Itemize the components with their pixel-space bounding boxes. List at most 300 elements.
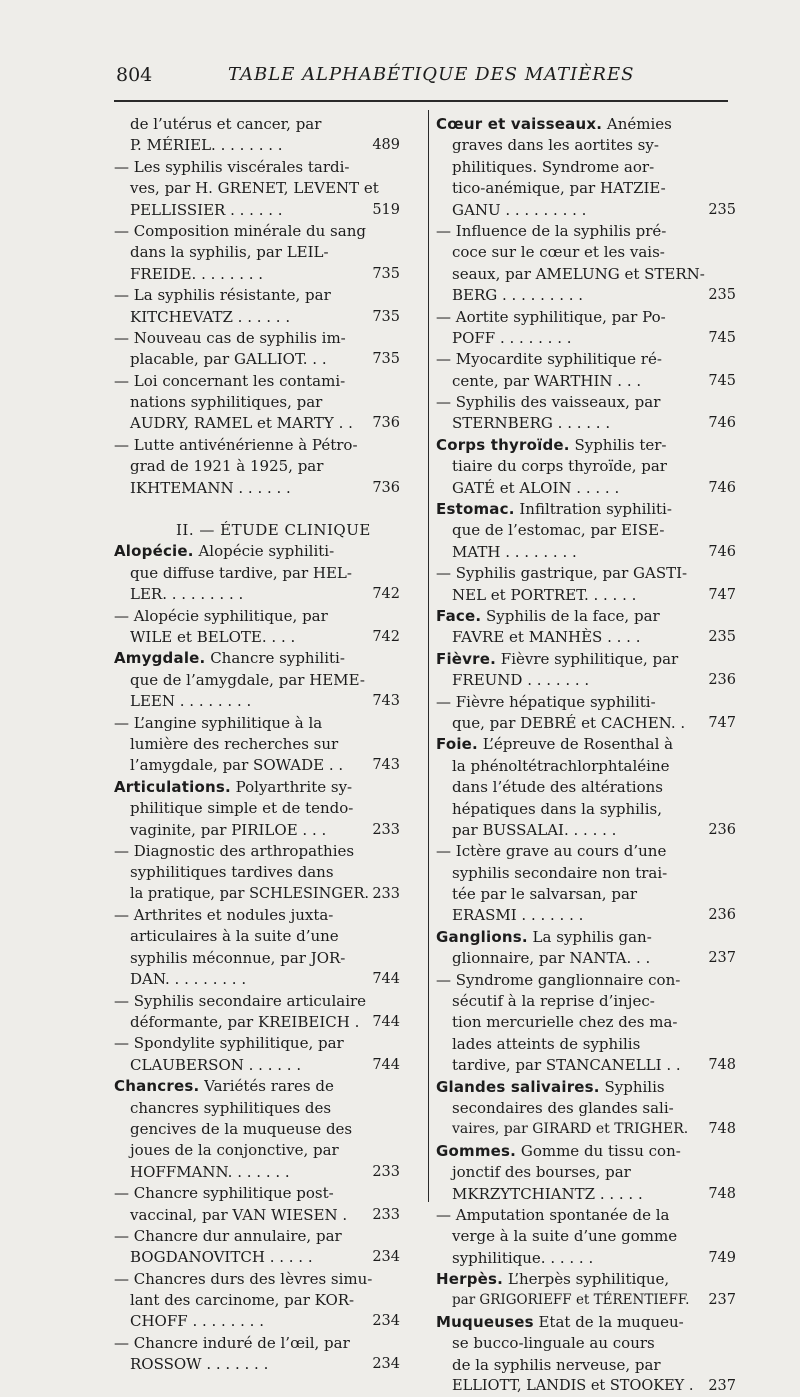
entry-body: que, par DEBRÉ et CACHEN. .	[452, 713, 686, 732]
entry-text	[114, 713, 322, 734]
entry-body: CLAUBERSON . . . . . .	[130, 1055, 302, 1074]
entry-text	[452, 1184, 643, 1205]
entry-text	[452, 157, 654, 178]
page-reference: 743	[372, 757, 400, 774]
entry-body: L’herpès syphilitique,	[503, 1270, 670, 1289]
index-entry-line	[436, 413, 736, 434]
page-reference: 744	[372, 971, 400, 988]
entry-text	[436, 1077, 665, 1098]
entry-text	[130, 884, 369, 905]
index-entry-line	[436, 1012, 736, 1033]
index-entry-heading-line	[436, 1269, 736, 1290]
index-entry-line	[114, 563, 414, 584]
index-entry-line	[114, 798, 414, 819]
headword: Muqueuses	[436, 1312, 534, 1331]
index-column-left	[114, 114, 414, 1376]
index-entry-heading-line	[436, 435, 736, 456]
entry-body: La syphilis gan-	[527, 927, 652, 946]
entry-body: philitiques. Syndrome aor-	[452, 157, 655, 176]
index-entry-line	[114, 1226, 414, 1247]
entry-body: syphilitique. . . . . .	[452, 1248, 594, 1267]
index-entry-line	[114, 926, 414, 947]
entry-body: Fièvre syphilitique, par	[496, 649, 679, 668]
index-entry-heading-line	[436, 734, 736, 755]
entry-text	[452, 1248, 593, 1269]
index-entry-line	[114, 114, 414, 135]
entry-text	[452, 1055, 681, 1076]
headword: Foie.	[436, 735, 478, 754]
page-reference: 233	[372, 885, 400, 902]
headword: Herpès.	[436, 1270, 504, 1289]
entry-body: graves dans les aortites sy-	[452, 136, 659, 155]
entry-text	[130, 755, 343, 776]
page-reference: 235	[708, 287, 736, 304]
entry-text	[130, 1205, 347, 1226]
index-entry-line	[114, 328, 414, 349]
entry-text	[114, 1226, 342, 1247]
entry-body: tardive, par STANCANELLI . .	[452, 1056, 681, 1075]
entry-body: chancres syphilitiques des	[130, 1098, 332, 1117]
entry-body: Chancre syphiliti-	[205, 649, 345, 668]
index-entry-heading-line	[436, 649, 736, 670]
entry-text	[114, 606, 328, 627]
entry-text	[130, 691, 251, 712]
entry-body: tée par le salvarsan, par	[452, 885, 638, 904]
entry-body: IKHTEMANN . . . . . .	[130, 478, 291, 497]
page-reference: 736	[372, 415, 400, 432]
entry-text	[452, 627, 640, 648]
entry-body: — Syphilis des vaisseaux, par	[436, 393, 661, 412]
entry-text	[436, 1269, 669, 1290]
entry-body: Syphilis de la face, par	[481, 606, 660, 625]
page-reference: 742	[372, 628, 400, 645]
index-entry-line	[114, 1333, 414, 1354]
page-reference: 489	[372, 137, 400, 154]
entry-text	[436, 221, 666, 242]
page-header	[0, 64, 800, 92]
page-reference: 234	[372, 1249, 400, 1266]
entry-body: POFF . . . . . . . .	[452, 328, 572, 347]
page-reference: 236	[708, 907, 736, 924]
entry-text	[452, 585, 636, 606]
entry-body: — Chancre syphilitique post-	[114, 1184, 334, 1203]
entry-body: MKRZYTCHIANTZ . . . . .	[452, 1184, 643, 1203]
entry-body: — Les syphilis viscérales tardi-	[114, 157, 350, 176]
index-entry-line	[436, 627, 736, 648]
index-entry-line	[114, 1012, 414, 1033]
entry-body: Syphilis ter-	[569, 435, 667, 454]
index-entry-line	[436, 1162, 736, 1183]
page-reference: 236	[708, 672, 736, 689]
index-entry-line	[114, 135, 414, 156]
index-entry-heading-line	[114, 541, 414, 562]
entry-body: lumière des recherches sur	[130, 734, 339, 753]
entry-body: placable, par GALLIOT. . .	[130, 350, 327, 369]
entry-text	[114, 841, 354, 862]
entry-text	[452, 1162, 631, 1183]
entry-text	[130, 1247, 313, 1268]
entry-text	[452, 820, 616, 841]
index-entry-line	[114, 435, 414, 456]
entry-text	[452, 756, 670, 777]
entry-text	[452, 135, 659, 156]
index-entry-heading-line	[436, 1077, 736, 1098]
index-entry-line	[436, 264, 736, 285]
entry-body: Infiltration syphiliti-	[514, 500, 672, 519]
entry-text	[452, 1355, 661, 1376]
entry-body: dans la syphilis, par LEIL-	[130, 243, 329, 262]
entry-text	[452, 1034, 640, 1055]
section-heading	[114, 520, 414, 541]
index-entry-heading-line	[436, 499, 736, 520]
entry-body: la phénoltétrachlorphtaléine	[452, 756, 670, 775]
entry-text	[130, 1162, 290, 1183]
entry-body: Polyarthrite sy-	[230, 777, 353, 796]
entry-text	[130, 135, 283, 156]
entry-text	[452, 178, 666, 199]
entry-body: vaccinal, par VAN WIESEN .	[130, 1205, 348, 1224]
index-entry-line	[436, 756, 736, 777]
entry-text	[130, 242, 329, 263]
index-entry-heading-line	[436, 927, 736, 948]
page-reference: 237	[708, 1378, 736, 1395]
entry-body: déformante, par KREIBEICH .	[130, 1013, 360, 1032]
page-reference: 746	[708, 479, 736, 496]
headword: Face.	[436, 606, 482, 625]
entry-body: LEEN . . . . . . . .	[130, 692, 252, 711]
index-entry-line	[436, 1355, 736, 1376]
entry-body: GANU . . . . . . . . .	[452, 200, 587, 219]
entry-body: ERASMI . . . . . . .	[452, 906, 584, 925]
entry-body: LER. . . . . . . . .	[130, 585, 244, 604]
index-entry-line	[436, 563, 736, 584]
entry-body: BOGDANOVITCH . . . . .	[130, 1248, 313, 1267]
entry-text	[130, 413, 353, 434]
entry-body: — Lutte antivénérienne à Pétro-	[114, 435, 358, 454]
index-entry-line	[436, 1226, 736, 1247]
entry-text	[436, 692, 656, 713]
page-reference: 237	[708, 950, 736, 967]
entry-body: — Ictère grave au cours d’une	[436, 842, 667, 861]
entry-body: articulaires à la suite d’une	[130, 927, 339, 946]
entry-body: — Loi concernant les contami-	[114, 371, 346, 390]
entry-body: — Amputation spontanée de la	[436, 1205, 670, 1224]
index-entry-heading-line	[436, 114, 736, 135]
headword: Estomac.	[436, 500, 515, 519]
entry-text	[452, 328, 572, 349]
entry-body: CHOFF . . . . . . . .	[130, 1312, 264, 1331]
index-entry-line	[436, 713, 736, 734]
entry-body: — Myocardite syphilitique ré-	[436, 350, 662, 369]
entry-body: tiaire du corps thyroïde, par	[452, 457, 667, 476]
entry-text	[130, 1119, 352, 1140]
entry-text	[452, 285, 583, 306]
entry-body: seaux, par AMELUNG et STERN-	[452, 264, 705, 283]
index-entry-line	[436, 970, 736, 991]
entry-body: FREIDE. . . . . . . .	[130, 264, 264, 283]
entry-body: — Chancre induré de l’œil, par	[114, 1333, 350, 1352]
entry-text	[452, 948, 650, 969]
entry-body: de la syphilis nerveuse, par	[452, 1355, 661, 1374]
headword: Glandes salivaires.	[436, 1077, 600, 1096]
headword: Chancres.	[114, 1077, 200, 1096]
entry-text	[130, 478, 291, 499]
entry-body: lades atteints de syphilis	[452, 1034, 641, 1053]
entry-text	[130, 798, 353, 819]
entry-body: gencives de la muqueuse des	[130, 1119, 353, 1138]
index-entry-line	[114, 392, 414, 413]
entry-text	[436, 1141, 681, 1162]
entry-body: — Syphilis secondaire articulaire	[114, 991, 367, 1010]
index-entry-line	[114, 285, 414, 306]
entry-text	[130, 456, 323, 477]
index-entry-line	[114, 1269, 414, 1290]
entry-body: HOFFMANN. . . . . . .	[130, 1162, 290, 1181]
entry-text	[130, 1311, 264, 1332]
entry-body: verge à la suite d’une gomme	[452, 1227, 678, 1246]
index-entry-line	[436, 520, 736, 541]
entry-body: P. MÉRIEL. . . . . . . .	[130, 136, 283, 155]
entry-text	[452, 1376, 693, 1397]
index-entry-line	[436, 478, 736, 499]
index-entry-line	[114, 820, 414, 841]
entry-text	[452, 884, 637, 905]
headword: Corps thyroïde.	[436, 435, 570, 454]
entry-text	[452, 542, 577, 563]
index-entry-line	[436, 905, 736, 926]
entry-body: — Chancres durs des lèvres simu-	[114, 1269, 373, 1288]
entry-body: tion mercurielle chez des ma-	[452, 1013, 678, 1032]
entry-text	[452, 905, 583, 926]
index-entry-line	[436, 307, 736, 328]
index-entry-line	[436, 884, 736, 905]
page-reference: 235	[708, 201, 736, 218]
entry-text	[130, 307, 290, 328]
page-reference: 748	[708, 1185, 736, 1202]
index-entry-line	[114, 200, 414, 221]
entry-text	[452, 1333, 655, 1354]
entry-text	[436, 392, 660, 413]
index-entry-line	[114, 1290, 414, 1311]
page-reference: 746	[708, 543, 736, 560]
index-entry-line	[436, 585, 736, 606]
spacer	[114, 499, 414, 520]
entry-body: — Syndrome ganglionnaire con-	[436, 970, 681, 989]
entry-text	[452, 456, 667, 477]
index-entry-heading-line	[114, 777, 414, 798]
index-entry-line	[436, 178, 736, 199]
entry-text	[114, 371, 345, 392]
entry-body: joues de la conjonctive, par	[130, 1141, 339, 1160]
entry-text	[130, 178, 379, 199]
entry-body: que de l’amygdale, par HEME-	[130, 670, 365, 689]
entry-text	[130, 584, 243, 605]
index-entry-line	[114, 713, 414, 734]
index-entry-heading-line	[436, 1141, 736, 1162]
index-entry-line	[436, 1184, 736, 1205]
page-reference: 747	[708, 586, 736, 603]
entry-text	[436, 606, 660, 627]
entry-body: — Fièvre hépatique syphiliti-	[436, 692, 656, 711]
index-entry-line	[436, 328, 736, 349]
entry-text	[436, 927, 652, 948]
entry-text	[130, 670, 365, 691]
entry-body: grad de 1921 à 1925, par	[130, 457, 324, 476]
index-entry-line	[114, 1140, 414, 1161]
entry-body: syphilitiques tardives dans	[130, 863, 334, 882]
entry-body: — L’angine syphilitique à la	[114, 713, 323, 732]
index-entry-line	[114, 969, 414, 990]
index-entry-line	[436, 221, 736, 242]
page-reference: 743	[372, 693, 400, 710]
page-reference: 736	[372, 479, 400, 496]
entry-body: MATH . . . . . . . .	[452, 542, 577, 561]
index-entry-line	[114, 606, 414, 627]
index-entry-line	[436, 1119, 736, 1140]
index-entry-line	[436, 1055, 736, 1076]
entry-text	[452, 242, 665, 263]
index-entry-line	[436, 841, 736, 862]
entry-text	[452, 200, 586, 221]
index-entry-line	[436, 242, 736, 263]
headword: Amygdale.	[114, 649, 206, 668]
entry-text	[130, 563, 352, 584]
entry-text	[452, 1098, 674, 1119]
entry-text	[130, 734, 338, 755]
headword: Ganglions.	[436, 927, 528, 946]
index-entry-line	[114, 307, 414, 328]
entry-body: — Chancre dur annulaire, par	[114, 1226, 342, 1245]
entry-text	[130, 1290, 354, 1311]
page-reference: 747	[708, 714, 736, 731]
entry-text	[176, 520, 371, 541]
index-entry-line	[114, 371, 414, 392]
entry-text	[114, 1076, 334, 1097]
entry-body: sécutif à la reprise d’injec-	[452, 992, 655, 1011]
index-entry-line	[114, 1098, 414, 1119]
index-entry-line	[436, 285, 736, 306]
entry-body: vaginite, par PIRILOE . . .	[130, 820, 327, 839]
entry-text	[130, 948, 345, 969]
headword: Articulations.	[114, 777, 231, 796]
entry-text	[114, 541, 334, 562]
index-entry-line	[436, 1248, 736, 1269]
entry-body: glionnaire, par NANTA. . .	[452, 949, 651, 968]
page-number: 804	[116, 64, 153, 86]
entry-text	[436, 349, 662, 370]
entry-body: — Spondylite syphilitique, par	[114, 1034, 344, 1053]
entry-text	[130, 1354, 268, 1375]
headword: Fièvre.	[436, 649, 497, 668]
index-entry-line	[114, 691, 414, 712]
entry-text	[436, 499, 672, 520]
entry-body: que de l’estomac, par EISE-	[452, 521, 665, 540]
entry-body: Anémies	[602, 115, 672, 133]
entry-body: — Aortite syphilitique, par Po-	[436, 307, 666, 326]
index-entry-line	[436, 157, 736, 178]
entry-body: coce sur le cœur et les vais-	[452, 243, 665, 262]
index-entry-line	[436, 349, 736, 370]
entry-text	[130, 862, 334, 883]
entry-body: Etat de la muqueu-	[533, 1312, 684, 1331]
index-entry-line	[114, 1354, 414, 1375]
entry-body: — Syphilis gastrique, par GASTI-	[436, 564, 688, 583]
index-entry-line	[436, 670, 736, 691]
entry-body: jonctif des bourses, par	[452, 1163, 631, 1182]
index-entry-heading-line	[114, 648, 414, 669]
entry-body: Gomme du tissu con-	[516, 1141, 681, 1160]
index-entry-line	[114, 627, 414, 648]
entry-text	[114, 328, 346, 349]
entry-text	[436, 114, 672, 135]
entry-text	[452, 799, 662, 820]
index-entry-line	[114, 456, 414, 477]
entry-text	[452, 863, 667, 884]
index-entry-line	[114, 905, 414, 926]
entry-text	[436, 734, 673, 755]
entry-body: — Influence de la syphilis pré-	[436, 221, 667, 240]
page-reference: 234	[372, 1313, 400, 1330]
entry-text	[114, 1333, 350, 1354]
entry-text	[114, 285, 331, 306]
entry-text	[130, 1012, 359, 1033]
entry-body: vaires, par GIRARD et TRIGHER.	[452, 1121, 689, 1138]
entry-text	[452, 478, 619, 499]
index-entry-line	[436, 1034, 736, 1055]
index-entry-line	[114, 841, 414, 862]
entry-body: ELLIOTT, LANDIS et STOOKEY .	[452, 1378, 694, 1395]
entry-text	[130, 1140, 339, 1161]
index-entry-line	[436, 991, 736, 1012]
entry-body: se bucco-linguale au cours	[452, 1334, 655, 1353]
entry-body: STERNBERG . . . . . .	[452, 414, 611, 433]
entry-text	[452, 1119, 688, 1140]
entry-text	[114, 991, 366, 1012]
entry-body: L’épreuve de Rosenthal à	[477, 735, 674, 754]
entry-body: syphilis secondaire non trai-	[452, 863, 668, 882]
index-entry-line	[114, 862, 414, 883]
page-reference: 233	[372, 1206, 400, 1223]
entry-text	[452, 371, 641, 392]
entry-body: NEL et PORTRET. . . . . .	[452, 585, 637, 604]
entry-body: tico-anémique, par HATZIE-	[452, 179, 666, 198]
index-entry-line	[114, 1311, 414, 1332]
column-divider	[428, 110, 429, 1202]
index-entry-line	[114, 478, 414, 499]
entry-text	[114, 1269, 372, 1290]
entry-body: — Arthrites et nodules juxta-	[114, 906, 334, 925]
index-entry-line	[114, 1205, 414, 1226]
index-entry-line	[436, 1098, 736, 1119]
index-entry-line	[114, 1183, 414, 1204]
entry-text	[436, 1205, 669, 1226]
index-entry-line	[114, 884, 414, 905]
index-entry-line	[114, 221, 414, 242]
entry-text	[114, 1033, 344, 1054]
entry-text	[436, 841, 666, 862]
index-entry-line	[114, 1119, 414, 1140]
index-entry-line	[114, 1247, 414, 1268]
index-entry-line	[436, 820, 736, 841]
entry-body: BERG . . . . . . . . .	[452, 286, 584, 305]
entry-text	[436, 435, 666, 456]
page-reference: 233	[372, 1163, 400, 1180]
index-entry-line	[114, 178, 414, 199]
entry-body: Variétés rares de	[199, 1077, 334, 1096]
index-entry-line	[436, 135, 736, 156]
index-entry-line	[114, 670, 414, 691]
page-reference: 742	[372, 586, 400, 603]
